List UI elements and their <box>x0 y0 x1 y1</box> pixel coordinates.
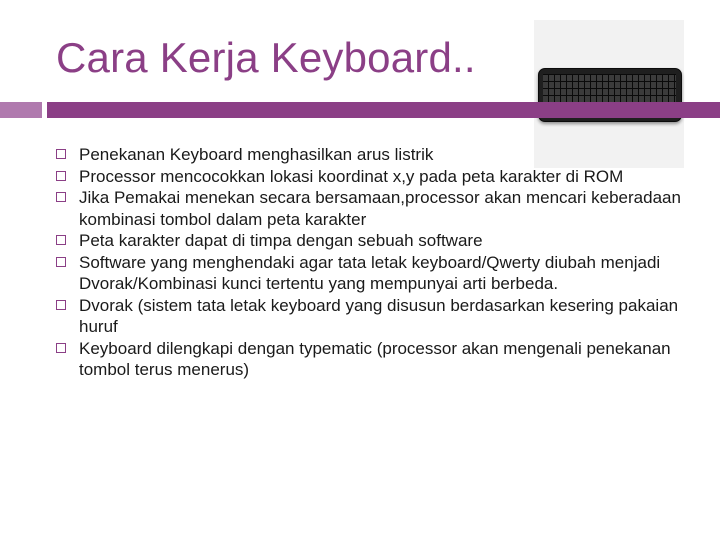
hollow-square-icon <box>56 257 66 267</box>
hollow-square-icon <box>56 235 66 245</box>
hollow-square-icon <box>56 300 66 310</box>
bullet-text: Keyboard dilengkapi dengan typematic (processor akan mengenali penekanan tombol terus menerus) <box>79 338 671 379</box>
bullet-text: Peta karakter dapat di timpa dengan sebuah software <box>79 231 483 250</box>
bullet-item <box>56 338 686 381</box>
bullet-text: Software yang menghendaki agar tata letak keyboard/Qwerty diubah menjadi Dvorak/Kombinasi kunci tertentu yang mempunyai arti berbeda. <box>79 252 661 293</box>
bullet-item <box>56 252 686 295</box>
bullet-text: Dvorak (sistem tata letak keyboard yang disusun berdasarkan kesering pakaian huruf <box>79 295 679 336</box>
hollow-square-icon <box>56 149 66 159</box>
bullet-text: Jika Pemakai menekan secara bersamaan,processor akan mencari keberadaan kombinasi tombol dalam peta karakter <box>79 188 681 229</box>
bullet-item <box>56 144 686 166</box>
bullet-text: Processor mencocokkan lokasi koordinat x,y pada peta karakter di ROM <box>79 166 624 186</box>
hollow-square-icon <box>56 192 66 202</box>
bullet-item <box>56 166 686 188</box>
bullet-text: Penekanan Keyboard menghasilkan arus listrik <box>79 145 434 164</box>
accent-bar <box>47 102 720 118</box>
bullet-item <box>56 295 686 338</box>
hollow-square-icon <box>56 343 66 353</box>
bullet-item <box>56 187 686 230</box>
accent-bar-left <box>0 102 42 118</box>
bullet-list <box>56 144 686 381</box>
hollow-square-icon <box>56 171 66 181</box>
bullet-item <box>56 230 686 252</box>
slide-title: Cara Kerja Keyboard.. <box>56 34 476 81</box>
